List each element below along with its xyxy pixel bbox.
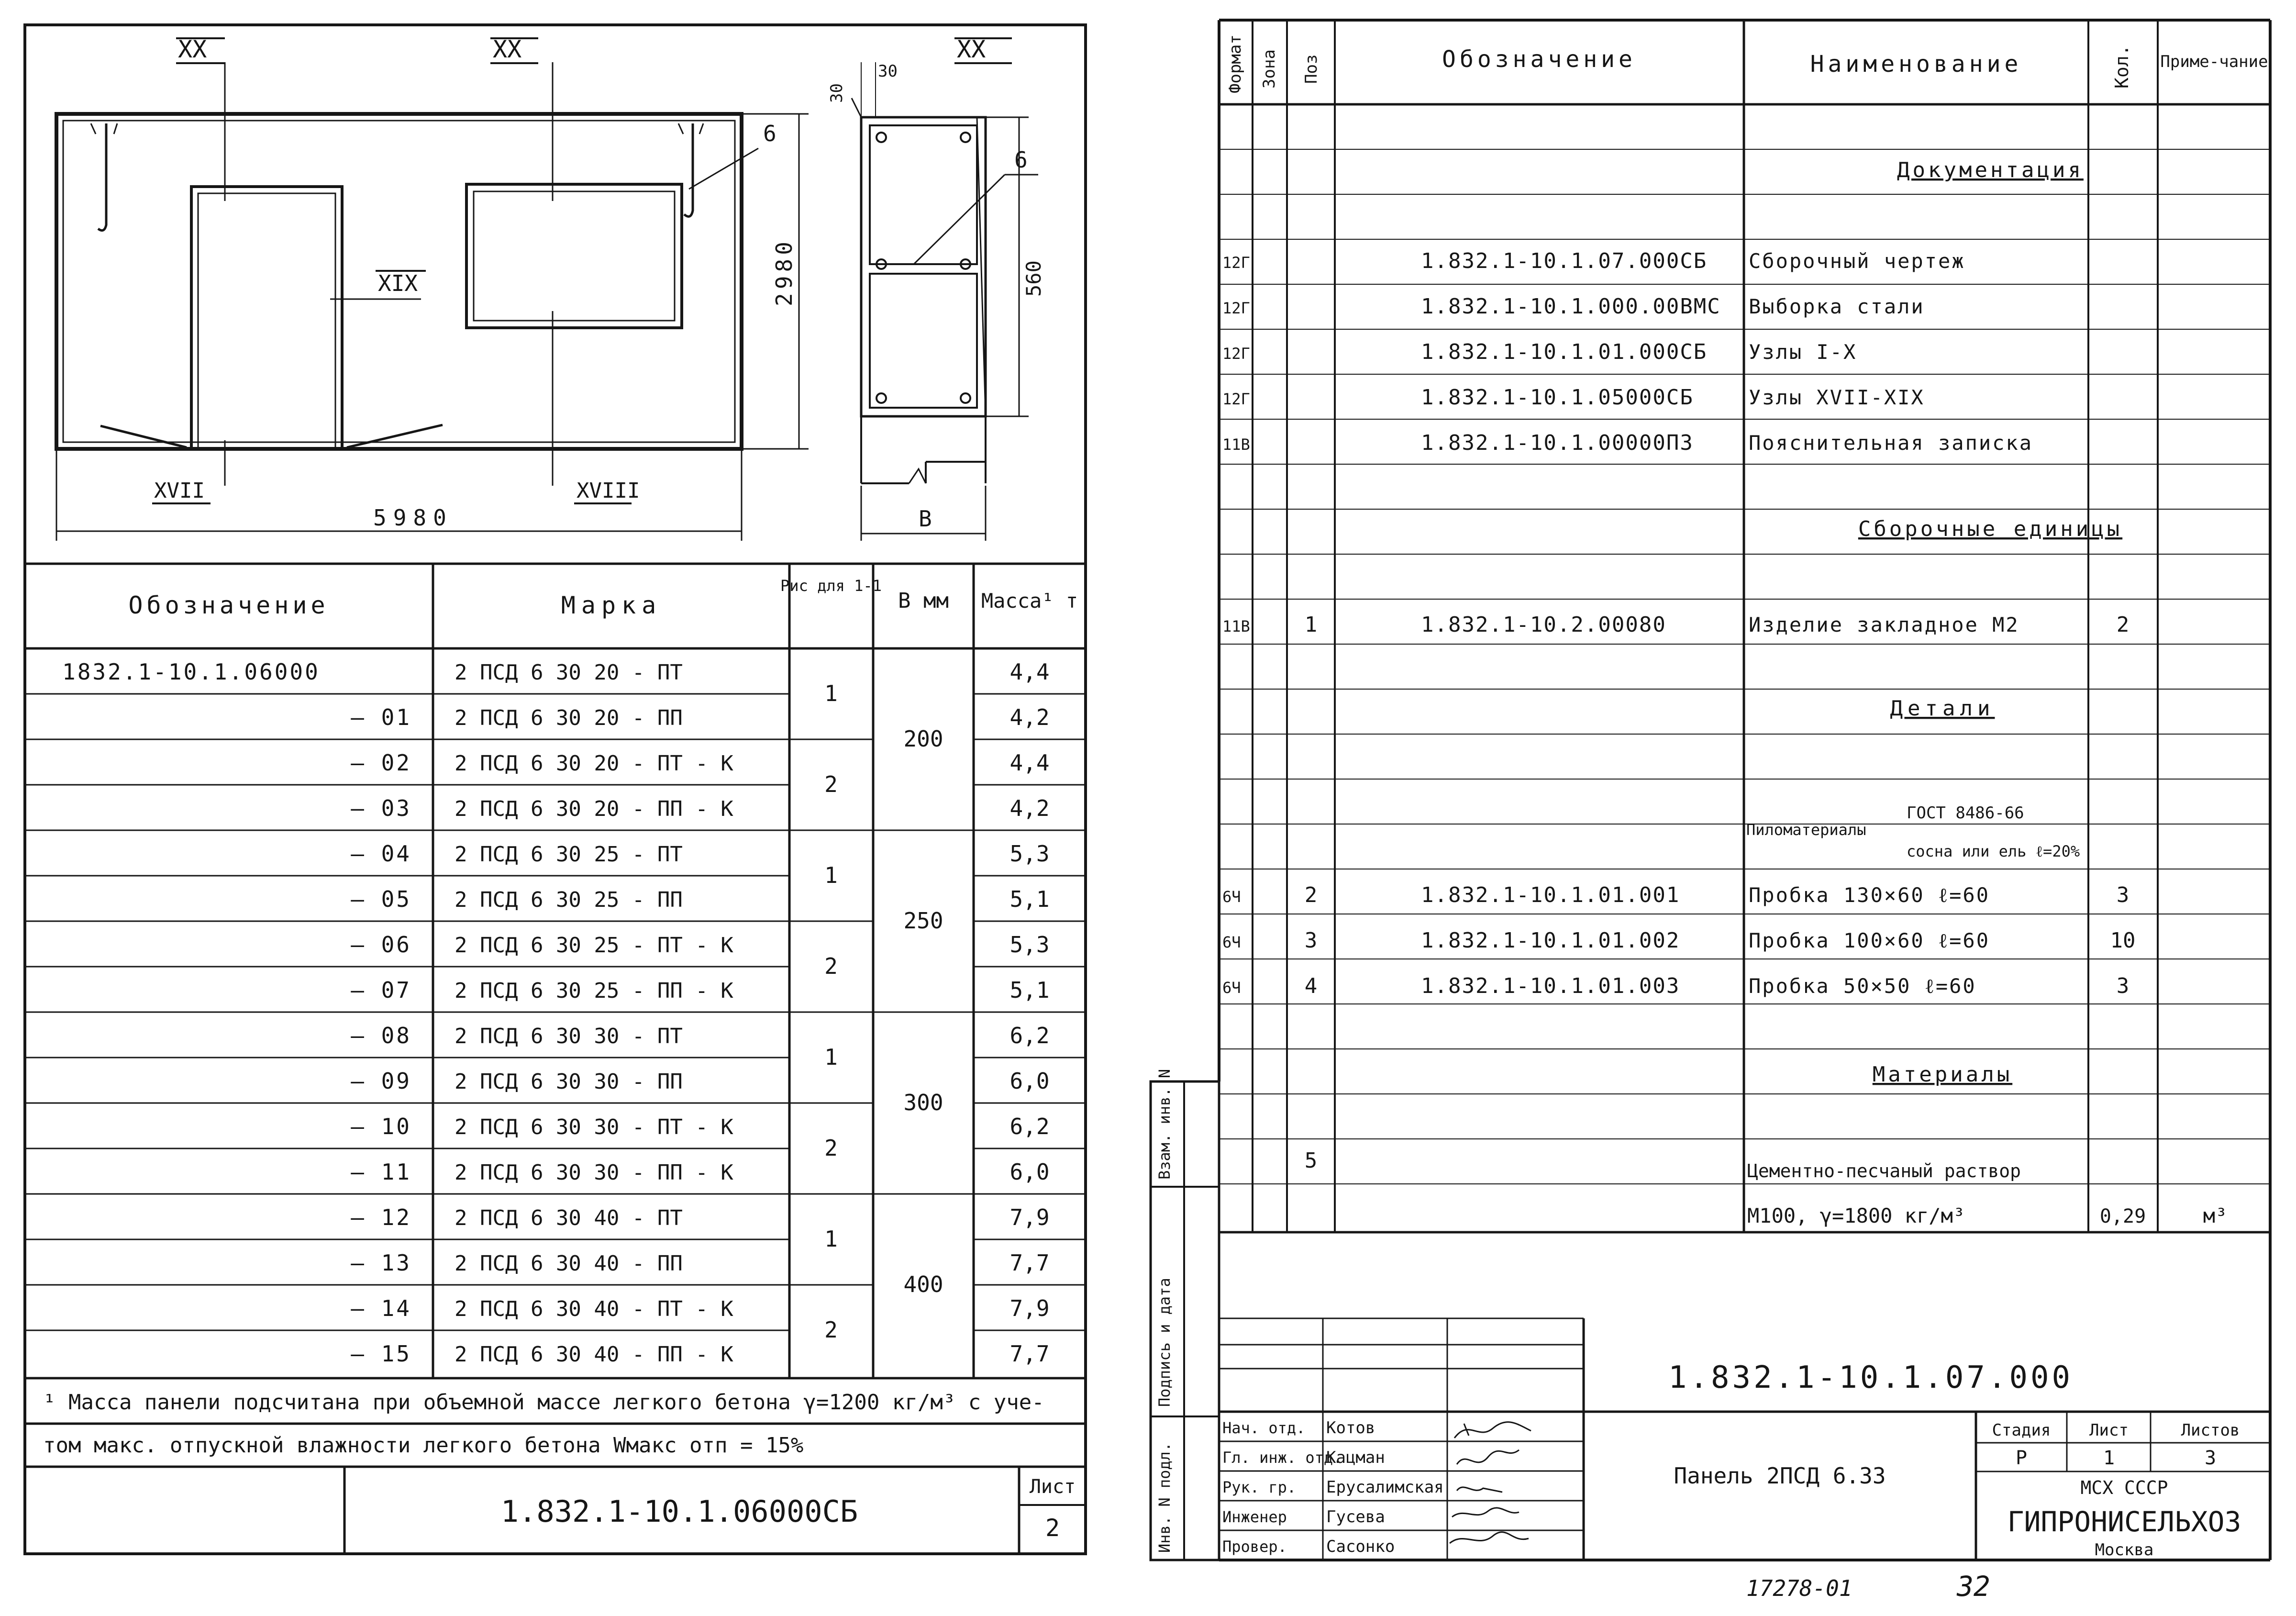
pos-cell: 3 [1304, 928, 1318, 953]
stamp-name: Ерусалимская [1326, 1478, 1444, 1497]
pos-cell: 1 [1304, 613, 1318, 637]
b-mm-cell: 400 [903, 1271, 943, 1297]
sheets-label: Листов [2181, 1421, 2240, 1440]
stage-value: Р [2015, 1447, 2028, 1469]
mass-cell: 4,2 [1009, 795, 1050, 821]
designation-cell: — 02 [351, 750, 411, 776]
spec-designation-cell: 1.832.1-10.1.05000СБ [1421, 385, 1694, 410]
side-label-replacement: Взам. инв. N [1155, 1069, 1174, 1180]
stamp-role: Провер. [1222, 1538, 1287, 1556]
mass-cell: 6,0 [1009, 1159, 1050, 1185]
format-cell: 6Ч [1222, 933, 1241, 951]
section-mark-xx-3: XX [957, 35, 986, 63]
leader-label-6-main: 6 [763, 121, 776, 146]
section-details: Детали [1890, 696, 1995, 721]
mass-cell: 7,9 [1009, 1295, 1050, 1321]
mark-cell: 2 ПСД 6 30 20 - ПП [455, 706, 683, 730]
mass-cell: 4,4 [1009, 659, 1050, 685]
designation-cell: — 07 [351, 977, 411, 1003]
format-cell: 12Г [1222, 299, 1250, 317]
stamp-role: Инженер [1222, 1508, 1287, 1526]
mark-cell: 2 ПСД 6 30 40 - ПТ - К [455, 1297, 733, 1321]
left-stamp [344, 1467, 1086, 1554]
format-cell: 12Г [1222, 345, 1250, 363]
col-header-designation-spec: Обозначение [1442, 46, 1636, 73]
footnote-line-2: том макс. отпускной влажности легкого бетона Wмакс отп = 15% [43, 1433, 804, 1458]
figure-cell: 1 [824, 1226, 838, 1252]
format-cell: 12Г [1222, 390, 1250, 408]
section-mark-xx-1: XX [178, 35, 207, 63]
section-documentation: Документация [1897, 158, 2084, 182]
mass-cell: 7,7 [1009, 1250, 1050, 1276]
drawing-labels [152, 35, 1045, 532]
stamp-role: Рук. гр. [1222, 1478, 1297, 1496]
format-cell: 6Ч [1222, 979, 1241, 997]
lumber-label: Пиломатериалы [1746, 821, 1866, 839]
panel-section [852, 62, 1038, 541]
mark-cell: 2 ПСД 6 30 20 - ПП - К [455, 797, 733, 821]
designation-cell: — 03 [351, 795, 411, 821]
pos-cell: 2 [1304, 883, 1318, 907]
spec-designation-cell: 1.832.1-10.1.00000ПЗ [1421, 431, 1694, 455]
b-mm-cell: 200 [903, 726, 943, 752]
signatures [1450, 1422, 1531, 1543]
col-header-note: Приме-чание [2160, 52, 2268, 71]
col-header-name: Наименование [1810, 51, 2022, 78]
figure-cell: 2 [824, 1317, 838, 1343]
mortar-name: Цементно-песчаный раствор [1747, 1160, 2021, 1181]
figure-cell: 2 [824, 953, 838, 979]
spec-designation-cell: 1.832.1-10.1.01.003 [1421, 974, 1680, 998]
format-cell: 11В [1222, 617, 1250, 635]
col-header-format: Формат [1226, 34, 1245, 93]
mark-cell: 2 ПСД 6 30 25 - ПП [455, 888, 683, 912]
mass-cell: 4,4 [1009, 750, 1050, 776]
dim-30-a: 30 [827, 83, 846, 103]
left-stamp-code: 1.832.1-10.1.06000СБ [500, 1494, 858, 1529]
designation-cell: — 09 [351, 1068, 411, 1094]
left-sheet-frame [25, 25, 1086, 1554]
spec-name-cell: Выборка стали [1749, 295, 1925, 318]
designation-cell: — 15 [351, 1341, 411, 1367]
left-sheet-label: Лист [1029, 1476, 1076, 1498]
section-assembly-units: Сборочные единицы [1858, 517, 2123, 541]
mass-cell: 6,2 [1009, 1114, 1050, 1139]
format-cell: 6Ч [1222, 888, 1241, 906]
dim-section-width: B [919, 506, 932, 532]
organization: ГИПРОНИСЕЛЬХОЗ [2007, 1505, 2241, 1538]
mark-cell: 2 ПСД 6 30 40 - ПП - К [455, 1342, 733, 1367]
side-label-inventory: Инв. N подл. [1155, 1442, 1174, 1553]
designation-cell: — 06 [351, 932, 411, 958]
b-mm-cell: 300 [903, 1090, 943, 1115]
section-materials: Материалы [1872, 1062, 2013, 1087]
sheet-value: 1 [2103, 1447, 2115, 1469]
spec-name-cell: Узлы XVII-XIX [1749, 386, 1925, 409]
mass-cell: 5,1 [1009, 977, 1050, 1003]
mark-cell: 2 ПСД 6 30 30 - ПТ - К [455, 1115, 733, 1139]
mass-cell: 4,2 [1009, 704, 1050, 730]
mark-cell: 2 ПСД 6 30 25 - ПТ [455, 842, 683, 867]
dim-height: 2980 [771, 238, 797, 306]
leader-label-6-section: 6 [1014, 147, 1028, 173]
footnote [25, 1390, 1086, 1467]
mark-cell: 2 ПСД 6 30 30 - ПП - К [455, 1160, 733, 1185]
title-block [1219, 1232, 2270, 1560]
sheets-value: 3 [2204, 1447, 2217, 1469]
designation-cell: — 12 [351, 1204, 411, 1230]
designation-cell: — 01 [351, 704, 411, 730]
col-header-pos: Поз [1302, 54, 1321, 84]
sheet-label: Лист [2089, 1421, 2129, 1440]
lumber-species: сосна или ель ℓ=20% [1907, 842, 2080, 860]
figure-cell: 2 [824, 1135, 838, 1161]
mark-cell: 2 ПСД 6 30 20 - ПТ [455, 660, 683, 685]
city: Москва [2095, 1540, 2154, 1560]
stamp-role: Гл. инж. отд. [1222, 1449, 1342, 1467]
qty-cell: 10 [2110, 928, 2136, 953]
col-header-b-mm: В мм [898, 589, 949, 613]
stamp-name: Гусева [1326, 1507, 1385, 1527]
designation-cell: — 08 [351, 1023, 411, 1048]
mark-cell: 2 ПСД 6 30 40 - ПТ [455, 1206, 683, 1230]
mark-cell: 2 ПСД 6 30 40 - ПП [455, 1251, 683, 1276]
stage-label: Стадия [1992, 1421, 2051, 1440]
dim-30-b: 30 [878, 62, 898, 81]
spec-table [1219, 20, 2270, 1232]
stamp-name: Кацман [1326, 1448, 1385, 1467]
mortar-qty: 0,29 [2099, 1205, 2146, 1227]
col-header-designation: Обозначение [128, 591, 329, 619]
left-sheet [25, 25, 1086, 1554]
section-mark-xvii: XVII [154, 479, 205, 503]
mass-cell: 7,7 [1009, 1341, 1050, 1367]
right-sheet [1151, 20, 2270, 1603]
mass-cell: 6,0 [1009, 1068, 1050, 1094]
mass-cell: 6,2 [1009, 1023, 1050, 1048]
col-header-mark: Марка [561, 591, 662, 619]
mark-cell: 2 ПСД 6 30 30 - ПП [455, 1070, 683, 1094]
designation-cell: 1832.1-10.1.06000 [62, 659, 320, 685]
dim-length: 5980 [373, 505, 453, 531]
figure-cell: 1 [824, 862, 838, 888]
footnote-line-1: ¹ Масса панели подсчитана при объемной массе легкого бетона γ=1200 кг/м³ с уче- [43, 1390, 1044, 1415]
mass-cell: 5,3 [1009, 932, 1050, 958]
designation-cell: — 10 [351, 1114, 411, 1139]
stamp-name: Сасонко [1326, 1537, 1395, 1556]
panel-elevation [56, 62, 809, 541]
spec-name-cell: Пробка 100×60 ℓ=60 [1749, 929, 1990, 952]
title-block-panel-name: Панель 2ПСД 6.33 [1674, 1463, 1886, 1489]
col-header-qty: Кол. [2111, 45, 2132, 89]
spec-designation-cell: 1.832.1-10.1.000.00ВМС [1421, 294, 1721, 319]
side-label-signature: Подпись и дата [1155, 1278, 1174, 1407]
mortar-pos: 5 [1304, 1148, 1318, 1173]
mortar-grade: М100, γ=1800 кг/м³ [1747, 1204, 1965, 1227]
figure-cell: 1 [824, 1044, 838, 1070]
mass-cell: 5,1 [1009, 886, 1050, 912]
spec-name-cell: Пояснительная записка [1749, 431, 2033, 455]
section-mark-xviii: XVIII [577, 479, 640, 503]
stamp-role: Нач. отд. [1222, 1419, 1306, 1437]
spec-name-cell: Пробка 50×50 ℓ=60 [1749, 974, 1976, 998]
marks-table [25, 564, 1086, 1378]
title-block-code: 1.832.1-10.1.07.000 [1668, 1360, 2074, 1395]
col-header-mass: Масса¹ т [981, 589, 1078, 613]
inventory-number: 17278-01 [1746, 1575, 1852, 1601]
spec-designation-cell: 1.832.1-10.1.01.000СБ [1421, 340, 1708, 364]
pos-cell: 4 [1304, 974, 1318, 998]
qty-cell: 3 [2116, 883, 2130, 907]
b-mm-cell: 250 [903, 908, 943, 934]
dim-section-height: 560 [1022, 260, 1045, 297]
lumber-standard: ГОСТ 8486-66 [1907, 803, 2024, 823]
qty-cell: 2 [2116, 613, 2130, 637]
mass-cell: 5,3 [1009, 841, 1050, 867]
figure-cell: 2 [824, 771, 838, 797]
qty-cell: 3 [2116, 974, 2130, 998]
designation-cell: — 13 [351, 1250, 411, 1276]
spec-designation-cell: 1.832.1-10.1.01.002 [1421, 928, 1680, 953]
spec-name-cell: Узлы I-X [1749, 340, 1857, 364]
col-header-figure: Рис для 1-1 [780, 577, 882, 595]
spec-designation-cell: 1.832.1-10.2.00080 [1421, 613, 1666, 637]
ministry: МСХ СССР [2080, 1477, 2168, 1498]
format-cell: 11В [1222, 435, 1250, 454]
mark-cell: 2 ПСД 6 30 25 - ПТ - К [455, 933, 733, 958]
mark-cell: 2 ПСД 6 30 30 - ПТ [455, 1024, 683, 1048]
section-mark-xx-2: XX [493, 35, 522, 63]
spec-designation-cell: 1.832.1-10.1.01.001 [1421, 883, 1680, 907]
mortar-unit: м³ [2203, 1204, 2228, 1227]
mark-cell: 2 ПСД 6 30 25 - ПП - К [455, 979, 733, 1003]
section-mark-xix: XIX [378, 270, 418, 296]
spec-name-cell: Изделие закладное М2 [1749, 613, 2019, 636]
designation-cell: — 05 [351, 886, 411, 912]
format-cell: 12Г [1222, 254, 1250, 272]
mass-cell: 7,9 [1009, 1204, 1050, 1230]
spec-name-cell: Пробка 130×60 ℓ=60 [1749, 883, 1990, 907]
figure-cell: 1 [824, 680, 838, 706]
left-sheet-number: 2 [1045, 1514, 1060, 1542]
designation-cell: — 14 [351, 1295, 411, 1321]
mark-cell: 2 ПСД 6 30 20 - ПТ - К [455, 751, 733, 776]
spec-name-cell: Сборочный чертеж [1749, 249, 1965, 273]
designation-cell: — 11 [351, 1159, 411, 1185]
spec-designation-cell: 1.832.1-10.1.07.000СБ [1421, 249, 1708, 273]
side-strip [1151, 1069, 1219, 1560]
designation-cell: — 04 [351, 841, 411, 867]
page-number: 32 [1957, 1570, 1990, 1603]
stamp-name: Котов [1326, 1418, 1375, 1438]
col-header-zone: Зона [1260, 49, 1279, 89]
